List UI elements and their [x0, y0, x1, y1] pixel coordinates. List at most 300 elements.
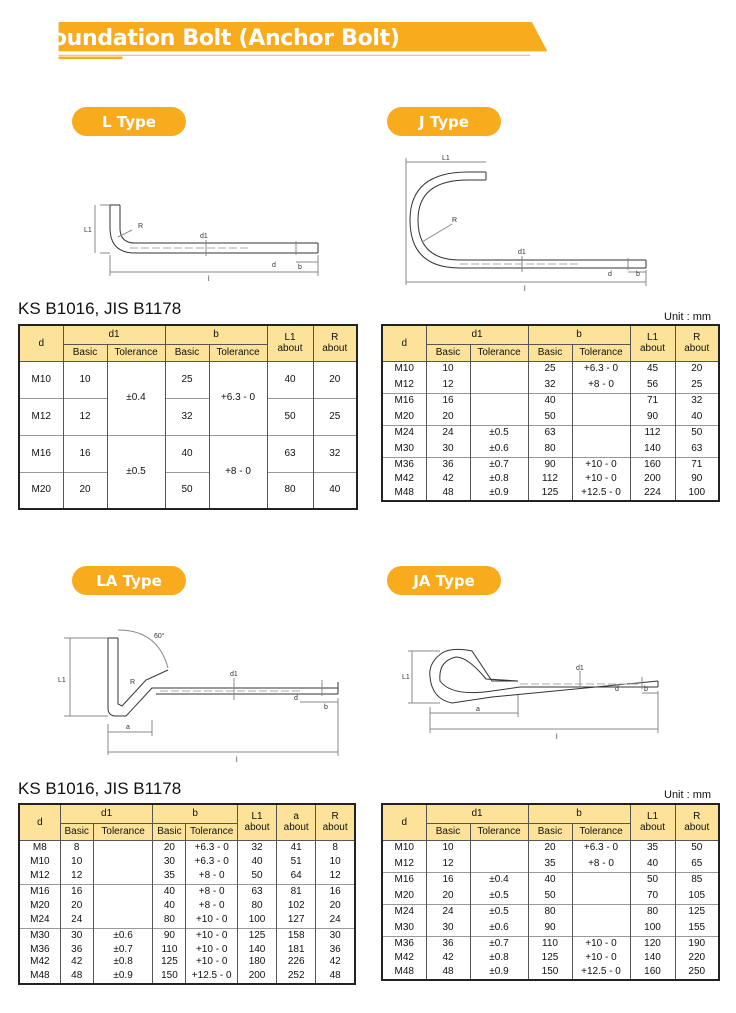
- cell-d: M12: [19, 398, 63, 435]
- table-row: [19, 968, 355, 984]
- cell-d: M24: [382, 904, 426, 920]
- cell-r: 40: [675, 409, 719, 425]
- cell-b-tolerance: +6.3 - 0: [186, 840, 238, 856]
- table-row: [382, 856, 719, 872]
- dim-r: R: [130, 679, 136, 686]
- cell-b-basic: 50: [528, 888, 572, 904]
- header-d: d: [382, 804, 426, 840]
- cell-l1: 224: [630, 485, 675, 501]
- cell-b-basic: 20: [528, 840, 572, 856]
- cell-d1-tolerance: ±0.6: [93, 928, 153, 944]
- table-row: [19, 361, 357, 398]
- cell-d: M20: [19, 900, 60, 912]
- cell-d: M24: [382, 425, 426, 441]
- header-l1: L1 about: [630, 325, 675, 361]
- cell-r: 24: [316, 912, 355, 928]
- cell-l1: 200: [630, 473, 675, 485]
- cell-d1-basic: 16: [60, 884, 93, 900]
- dim-d1: d1: [230, 671, 238, 678]
- cell-d1-basic: 12: [60, 868, 93, 884]
- table-row: [382, 409, 719, 425]
- cell-b-basic: 150: [528, 964, 572, 980]
- cell-b-basic: 125: [528, 952, 572, 964]
- cell-a: 252: [277, 968, 316, 984]
- cell-r: 250: [675, 964, 719, 980]
- header-d1-basic: Basic: [60, 823, 93, 840]
- cell-b-tolerance: +8 - 0: [186, 900, 238, 912]
- cell-d1-tolerance: ±0.9: [470, 964, 528, 980]
- cell-b-basic: 40: [528, 872, 572, 888]
- cell-b-basic: 125: [528, 485, 572, 501]
- cell-b-basic: 40: [528, 393, 572, 409]
- cell-r: 85: [675, 872, 719, 888]
- header-l1: L1 about: [267, 325, 313, 361]
- cell-d1-basic: 10: [426, 361, 470, 377]
- cell-d1-tolerance: ±0.5: [107, 435, 165, 509]
- cell-r: 25: [313, 398, 357, 435]
- cell-d: M16: [382, 872, 426, 888]
- header-d1-basic: Basic: [426, 344, 470, 361]
- cell-b-tolerance: +12.5 - 0: [186, 968, 238, 984]
- cell-d1-basic: 16: [426, 872, 470, 888]
- cell-b-basic: 35: [153, 868, 186, 884]
- cell-d: M48: [382, 485, 426, 501]
- cell-d1-tolerance: ±0.7: [470, 936, 528, 952]
- table-row: [382, 904, 719, 920]
- header-d1: d1: [60, 804, 153, 823]
- header-l1: L1 about: [630, 804, 675, 840]
- section-l-type: L Type: [72, 107, 186, 136]
- j-type-table: [381, 324, 720, 502]
- cell-l1: 40: [267, 361, 313, 398]
- cell-b-basic: 25: [165, 361, 209, 398]
- cell-d: M48: [382, 964, 426, 980]
- dim-angle: 60°: [154, 633, 165, 640]
- cell-r: 32: [313, 435, 357, 472]
- cell-a: 127: [277, 912, 316, 928]
- cell-d1-basic: 12: [63, 398, 107, 435]
- cell-l1: 50: [267, 398, 313, 435]
- section-la-type: LA Type: [72, 566, 186, 595]
- cell-l1: 50: [237, 868, 276, 884]
- cell-l1: 140: [237, 944, 276, 956]
- cell-r: 8: [316, 840, 355, 856]
- table-row: [19, 435, 357, 472]
- cell-d1-tolerance: [470, 361, 528, 393]
- cell-d: M42: [19, 956, 60, 968]
- table-row: [382, 425, 719, 441]
- cell-d1-tolerance: ±0.4: [107, 361, 165, 435]
- cell-d1-tolerance: ±0.6: [470, 441, 528, 457]
- dim-d: d: [608, 271, 612, 278]
- cell-r: 65: [675, 856, 719, 872]
- section-j-type: J Type: [387, 107, 501, 136]
- table-row: [382, 872, 719, 888]
- table-row: [382, 441, 719, 457]
- cell-d1-basic: 24: [426, 425, 470, 441]
- dim-r: R: [138, 223, 144, 230]
- cell-r: 36: [316, 944, 355, 956]
- cell-d1-basic: 30: [426, 920, 470, 936]
- cell-b-basic: 25: [528, 361, 572, 377]
- header-r: R about: [675, 804, 719, 840]
- header-l1: L1 about: [237, 804, 276, 840]
- cell-d1-tolerance: [93, 884, 153, 928]
- dim-d1: d1: [518, 249, 526, 256]
- dim-d1: d1: [200, 233, 208, 240]
- cell-a: 41: [277, 840, 316, 856]
- cell-b-tolerance: +8 - 0: [572, 856, 630, 872]
- cell-b-basic: 80: [153, 912, 186, 928]
- cell-b-tolerance: +8 - 0: [209, 435, 267, 509]
- cell-b-basic: 20: [153, 840, 186, 856]
- cell-b-tolerance: +6.3 - 0: [209, 361, 267, 435]
- cell-b-tolerance: +12.5 - 0: [572, 485, 630, 501]
- cell-r: 105: [675, 888, 719, 904]
- table-row: [19, 956, 355, 968]
- cell-r: 190: [675, 936, 719, 952]
- header-d1-tolerance: Tolerance: [470, 344, 528, 361]
- cell-l1: 180: [237, 956, 276, 968]
- cell-d: M10: [19, 856, 60, 868]
- cell-d1-basic: 8: [60, 840, 93, 856]
- header-d: d: [19, 804, 60, 840]
- cell-r: 20: [313, 361, 357, 398]
- cell-b-basic: 40: [153, 900, 186, 912]
- page-title: Foundation Bolt (Anchor Bolt): [38, 26, 400, 51]
- cell-l1: 125: [237, 928, 276, 944]
- cell-d1-tolerance: ±0.7: [93, 944, 153, 956]
- cell-d1-basic: 20: [426, 409, 470, 425]
- cell-l1: 32: [237, 840, 276, 856]
- header-b: b: [153, 804, 238, 823]
- cell-d1-basic: 48: [426, 485, 470, 501]
- cell-l1: 45: [630, 361, 675, 377]
- cell-b-basic: 150: [153, 968, 186, 984]
- cell-b-basic: 50: [165, 472, 209, 509]
- cell-d1-basic: 24: [60, 912, 93, 928]
- dim-d1: d1: [576, 665, 584, 672]
- cell-d1-tolerance: ±0.9: [470, 485, 528, 501]
- dim-d: d: [272, 262, 276, 269]
- dim-b: b: [324, 704, 328, 711]
- cell-d: M30: [19, 928, 60, 944]
- cell-r: 12: [316, 868, 355, 884]
- header-b-tolerance: Tolerance: [209, 344, 267, 361]
- cell-r: 30: [316, 928, 355, 944]
- cell-l1: 90: [630, 409, 675, 425]
- header-b: b: [528, 325, 630, 344]
- cell-d1-basic: 16: [426, 393, 470, 409]
- cell-r: 125: [675, 904, 719, 920]
- cell-b-tolerance: [572, 425, 630, 457]
- cell-d: M30: [382, 920, 426, 936]
- cell-b-basic: 80: [528, 904, 572, 920]
- header-r: R about: [316, 804, 355, 840]
- cell-l1: 40: [237, 856, 276, 868]
- cell-d1-tolerance: ±0.5: [470, 425, 528, 441]
- cell-b-tolerance: +8 - 0: [572, 377, 630, 393]
- header-d1: d1: [63, 325, 165, 344]
- cell-b-basic: 90: [528, 920, 572, 936]
- cell-b-tolerance: +10 - 0: [572, 936, 630, 952]
- cell-d1-basic: 42: [60, 956, 93, 968]
- cell-d: M30: [382, 441, 426, 457]
- cell-d: M12: [382, 856, 426, 872]
- table-row: [19, 472, 357, 509]
- ja-type-drawing: [400, 645, 662, 745]
- cell-d: M8: [19, 840, 60, 856]
- cell-d1-basic: 42: [426, 952, 470, 964]
- table-row: [382, 952, 719, 964]
- dim-l: l: [524, 286, 526, 293]
- cell-b-basic: 50: [528, 409, 572, 425]
- cell-l1: 100: [630, 920, 675, 936]
- section-ja-type: JA Type: [387, 566, 501, 595]
- cell-d: M20: [382, 888, 426, 904]
- cell-b-basic: 40: [165, 435, 209, 472]
- dim-l: l: [208, 276, 210, 283]
- standard-label-top: KS B1016, JIS B1178: [18, 299, 182, 318]
- table-row: [19, 856, 355, 868]
- cell-b-tolerance: +12.5 - 0: [572, 964, 630, 980]
- cell-d1-basic: 36: [426, 936, 470, 952]
- cell-l1: 71: [630, 393, 675, 409]
- cell-d: M10: [19, 361, 63, 398]
- unit-label-bottom: Unit : mm: [664, 789, 712, 801]
- cell-r: 100: [675, 485, 719, 501]
- cell-b-tolerance: +8 - 0: [186, 884, 238, 900]
- header-r: R about: [675, 325, 719, 361]
- cell-l1: 160: [630, 964, 675, 980]
- header-b-basic: Basic: [165, 344, 209, 361]
- table-row: [382, 888, 719, 904]
- cell-b-tolerance: +6.3 - 0: [572, 361, 630, 377]
- cell-d1-basic: 20: [60, 900, 93, 912]
- table-row: [382, 840, 719, 856]
- cell-d1-basic: 30: [426, 441, 470, 457]
- dim-r: R: [452, 217, 458, 224]
- cell-d1-tolerance: [93, 840, 153, 884]
- cell-r: 40: [313, 472, 357, 509]
- header-b-basic: Basic: [153, 823, 186, 840]
- cell-r: 50: [675, 425, 719, 441]
- cell-d1-tolerance: ±0.8: [470, 473, 528, 485]
- table-row: [382, 473, 719, 485]
- cell-d: M16: [19, 884, 60, 900]
- cell-b-basic: 35: [528, 856, 572, 872]
- cell-l1: 80: [630, 904, 675, 920]
- cell-r: 32: [675, 393, 719, 409]
- l-type-table: [18, 324, 358, 510]
- cell-d: M10: [382, 840, 426, 856]
- cell-d1-tolerance: [470, 393, 528, 425]
- header-d1-basic: Basic: [426, 823, 470, 840]
- cell-a: 81: [277, 884, 316, 900]
- cell-r: 20: [316, 900, 355, 912]
- header-d: d: [382, 325, 426, 361]
- cell-b-tolerance: +6.3 - 0: [572, 840, 630, 856]
- cell-d: M12: [19, 868, 60, 884]
- cell-d1-basic: 12: [426, 377, 470, 393]
- unit-label-top: Unit : mm: [664, 311, 712, 323]
- cell-d1-tolerance: ±0.9: [93, 968, 153, 984]
- cell-d1-basic: 42: [426, 473, 470, 485]
- cell-b-tolerance: +10 - 0: [186, 928, 238, 944]
- cell-d: M20: [19, 472, 63, 509]
- table-row: [19, 868, 355, 884]
- cell-l1: 100: [237, 912, 276, 928]
- header-b: b: [165, 325, 267, 344]
- cell-b-basic: 90: [528, 457, 572, 473]
- table-row: [382, 457, 719, 473]
- cell-b-basic: 90: [153, 928, 186, 944]
- dim-b: b: [636, 271, 640, 278]
- dim-l1: L1: [84, 227, 92, 234]
- cell-b-tolerance: +10 - 0: [572, 473, 630, 485]
- dim-l: l: [556, 734, 558, 741]
- cell-d1-tolerance: ±0.8: [93, 956, 153, 968]
- cell-d1-basic: 20: [63, 472, 107, 509]
- dim-l: l: [236, 757, 238, 764]
- cell-d: M16: [19, 435, 63, 472]
- header-d1: d1: [426, 804, 528, 823]
- cell-b-tolerance: +8 - 0: [186, 868, 238, 884]
- cell-b-tolerance: +6.3 - 0: [186, 856, 238, 868]
- la-type-drawing: [50, 620, 350, 770]
- cell-d: M10: [382, 361, 426, 377]
- cell-b-tolerance: +10 - 0: [186, 956, 238, 968]
- table-row: [382, 936, 719, 952]
- standard-label-bottom: KS B1016, JIS B1178: [18, 779, 182, 798]
- cell-b-basic: 110: [153, 944, 186, 956]
- cell-b-basic: 63: [528, 425, 572, 441]
- header-b-tolerance: Tolerance: [186, 823, 238, 840]
- dim-a: a: [476, 706, 480, 713]
- cell-l1: 160: [630, 457, 675, 473]
- cell-d1-tolerance: ±0.8: [470, 952, 528, 964]
- cell-d1-basic: 16: [63, 435, 107, 472]
- cell-l1: 40: [630, 856, 675, 872]
- header-d1-tolerance: Tolerance: [107, 344, 165, 361]
- cell-d: M20: [382, 409, 426, 425]
- cell-l1: 80: [237, 900, 276, 912]
- table-row: [382, 393, 719, 409]
- cell-r: 25: [675, 377, 719, 393]
- cell-d1-tolerance: ±0.6: [470, 920, 528, 936]
- cell-b-basic: 110: [528, 936, 572, 952]
- dim-a: a: [126, 724, 130, 731]
- cell-b-tolerance: [572, 393, 630, 425]
- cell-d1-basic: 12: [426, 856, 470, 872]
- dim-b: b: [298, 264, 302, 271]
- cell-d: M36: [382, 457, 426, 473]
- table-row: [19, 944, 355, 956]
- header-d1-tolerance: Tolerance: [470, 823, 528, 840]
- cell-l1: 112: [630, 425, 675, 441]
- header-b-tolerance: Tolerance: [572, 823, 630, 840]
- cell-l1: 200: [237, 968, 276, 984]
- cell-b-tolerance: +10 - 0: [186, 912, 238, 928]
- cell-r: 90: [675, 473, 719, 485]
- table-row: [382, 485, 719, 501]
- table-row: [382, 361, 719, 377]
- cell-a: 181: [277, 944, 316, 956]
- header-b-basic: Basic: [528, 823, 572, 840]
- dim-d: d: [294, 695, 298, 702]
- cell-d1-tolerance: [470, 840, 528, 872]
- cell-d: M42: [382, 473, 426, 485]
- cell-d1-basic: 36: [60, 944, 93, 956]
- cell-d: M36: [19, 944, 60, 956]
- cell-d1-basic: 36: [426, 457, 470, 473]
- cell-l1: 80: [267, 472, 313, 509]
- cell-l1: 63: [237, 884, 276, 900]
- cell-l1: 120: [630, 936, 675, 952]
- cell-b-tolerance: +10 - 0: [572, 952, 630, 964]
- cell-d1-basic: 30: [60, 928, 93, 944]
- header-d1-basic: Basic: [63, 344, 107, 361]
- cell-r: 10: [316, 856, 355, 868]
- header-d1-tolerance: Tolerance: [93, 823, 153, 840]
- table-row: [19, 884, 355, 900]
- dim-l1: L1: [58, 677, 66, 684]
- cell-b-basic: 40: [153, 884, 186, 900]
- cell-a: 226: [277, 956, 316, 968]
- cell-d1-tolerance: ±0.5: [470, 904, 528, 920]
- header-b-basic: Basic: [528, 344, 572, 361]
- cell-d1-basic: 10: [63, 361, 107, 398]
- table-row: [19, 900, 355, 912]
- table-row: [382, 920, 719, 936]
- dim-b: b: [644, 686, 648, 693]
- cell-b-basic: 32: [528, 377, 572, 393]
- cell-b-basic: 32: [165, 398, 209, 435]
- cell-d1-tolerance: ±0.7: [470, 457, 528, 473]
- cell-a: 51: [277, 856, 316, 868]
- dim-l1: L1: [442, 155, 450, 162]
- cell-r: 20: [675, 361, 719, 377]
- table-row: [19, 840, 355, 856]
- cell-a: 102: [277, 900, 316, 912]
- ja-type-table: [381, 803, 720, 981]
- cell-r: 63: [675, 441, 719, 457]
- cell-r: 220: [675, 952, 719, 964]
- dim-d: d: [615, 686, 619, 693]
- header-d: d: [19, 325, 63, 361]
- cell-l1: 50: [630, 872, 675, 888]
- cell-d: M36: [382, 936, 426, 952]
- cell-d1-basic: 10: [426, 840, 470, 856]
- cell-r: 155: [675, 920, 719, 936]
- cell-b-tolerance: [572, 872, 630, 904]
- cell-d1-basic: 48: [60, 968, 93, 984]
- cell-d: M42: [382, 952, 426, 964]
- cell-l1: 63: [267, 435, 313, 472]
- table-row: [382, 377, 719, 393]
- table-row: [382, 964, 719, 980]
- cell-d1-basic: 48: [426, 964, 470, 980]
- table-row: [19, 928, 355, 944]
- cell-r: 42: [316, 956, 355, 968]
- header-d1: d1: [426, 325, 528, 344]
- dim-l1: L1: [402, 674, 410, 681]
- cell-d1-basic: 24: [426, 904, 470, 920]
- j-type-drawing: [400, 150, 660, 295]
- cell-l1: 70: [630, 888, 675, 904]
- cell-r: 16: [316, 884, 355, 900]
- cell-l1: 35: [630, 840, 675, 856]
